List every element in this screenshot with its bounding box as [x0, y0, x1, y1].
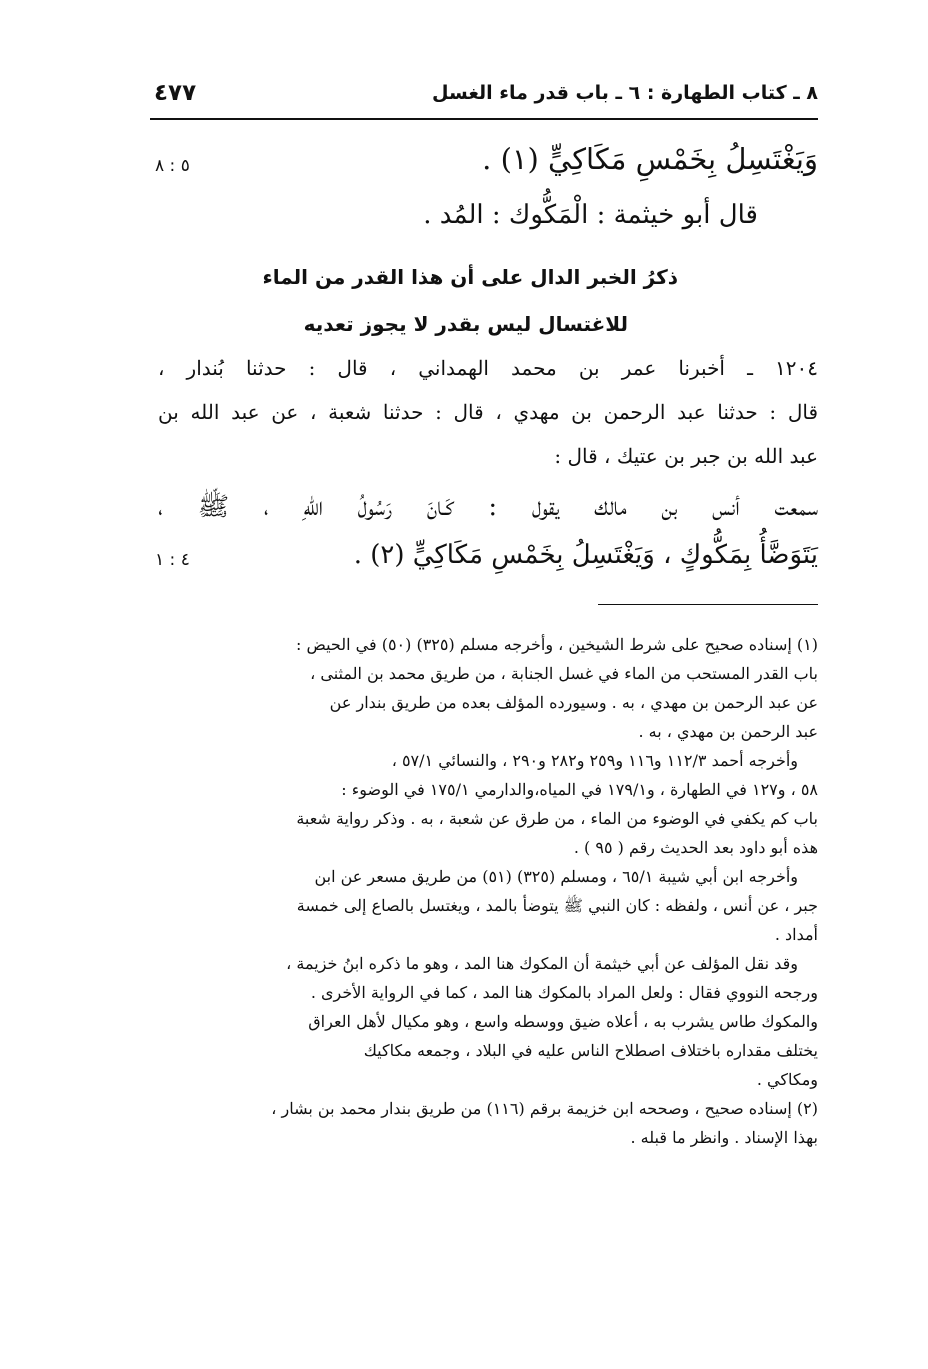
matn-line: يَتَوَضَّأُ بِمَكُّوكٍ ، وَيَغْتَسِلُ بِخَمْسِ مَكَاكِيٍّ (٢) .	[353, 540, 818, 570]
footnotes	[158, 630, 818, 1152]
footnote-line: باب القدر المستحب من الماء في غسل الجنابة ، من طريق محمد بن المثنى ،	[310, 664, 818, 683]
abu-khaythama-note: قال أبو خيثمة : الْمَكُّوك : المُد .	[423, 200, 758, 230]
footnote-line: ومكاكي .	[756, 1070, 818, 1089]
cross-reference: ٥ : ٨	[155, 156, 190, 176]
footnote-line: وأخرجه ابن أبي شيبة ٦٥/١ ، ومسلم (٣٢٥) (٥١) من طريق مسعر عن ابن	[314, 867, 798, 886]
hadith-closing-line: وَيَغْتَسِلُ بِخَمْسِ مَكَاكِيٍّ (١) .	[482, 142, 818, 176]
footnote-line: جبر ، عن أنس ، ولفظه : كان النبي ﷺ يتوضأ بالمد ، ويغتسل بالصاع إلى خمسة	[296, 896, 818, 915]
footnote-line: هذه أبو داود بعد الحديث رقم ( ٩٥ ) .	[573, 838, 818, 857]
running-header	[150, 82, 818, 116]
section-heading-line2: للاغتسال ليس بقدر لا يجوز تعديه	[303, 312, 628, 336]
footnote-line: وقد نقل المؤلف عن أبي خيثمة أن المكوك هنا المد ، وهو ما ذكره ابنُ خزيمة ،	[286, 954, 798, 973]
footnote-divider	[598, 604, 818, 605]
footnote-line: عن عبد الرحمن بن مهدي ، به . وسيورده المؤلف بعده من طريق بندار عن	[329, 693, 818, 712]
footnote-line: والمكوك طاس يشرب به ، أعلاه ضيق ووسطه واسع ، وهو مكيال لأهل العراق	[308, 1012, 818, 1031]
isnad-line: قال : حدثنا عبد الرحمن بن مهدي ، قال : حدثنا شعبة ، عن عبد الله بن	[158, 400, 818, 424]
footnote-line: يختلف مقداره باختلاف اصطلاح الناس عليه في البلاد ، وجمعه مكاكيك	[363, 1041, 818, 1060]
footnote-line: أمداد .	[774, 925, 818, 944]
page-number: ٤٧٧	[154, 80, 197, 106]
footnote-line: ٥٨ ، و١٢٧ في الطهارة ، و١٧٩/١ في المياه،والدارمي ١٧٥/١ في الوضوء :	[341, 780, 818, 799]
footnote-line: (٢) إسناده صحيح ، وصححه ابن خزيمة برقم (١١٦) من طريق بندار محمد بن بشار ،	[271, 1099, 818, 1118]
isnad-line: ١٢٠٤ ـ أخبرنا عمر بن محمد الهمداني ، قال : حدثنا بُندار ،	[158, 356, 818, 380]
section-heading-line1: ذكرُ الخبر الدال على أن هذا القدر من الماء	[262, 265, 678, 289]
isnad-line: عبد الله بن جبر بن عتيك ، قال :	[554, 444, 818, 468]
footnote-line: عبد الرحمن بن مهدي ، به .	[638, 722, 818, 741]
cross-reference: ٤ : ١	[155, 550, 190, 570]
footnote-line: باب كم يكفي في الوضوء من الماء ، من طرق عن شعبة ، به . وذكر رواية شعبة	[296, 809, 818, 828]
matn-line: سمعت أنس بن مالك يقول : كَـانَ رَسُولُ اللّهِ ، ﷺ ،	[158, 492, 818, 522]
chapter-title: ٨ ـ كتاب الطهارة : ٦ ـ باب قدر ماء الغسل	[432, 82, 818, 104]
footnote-line: (١) إسناده صحيح على شرط الشيخين ، وأخرجه مسلم (٣٢٥) (٥٠) في الحيض :	[295, 635, 818, 654]
footnote-line: ورجحه النووي فقال : ولعل المراد بالمكوك هنا المد ، كما في الرواية الأخرى .	[310, 983, 818, 1002]
footnote-line: وأخرجه أحمد ١١٢/٣ و١١٦ و٢٥٩ و٢٨٢ و٢٩٠ ، والنسائي ٥٧/١ ،	[391, 751, 798, 770]
footnote-line: بهذا الإسناد . وانظر ما قبله .	[630, 1128, 818, 1147]
header-divider	[150, 118, 818, 120]
